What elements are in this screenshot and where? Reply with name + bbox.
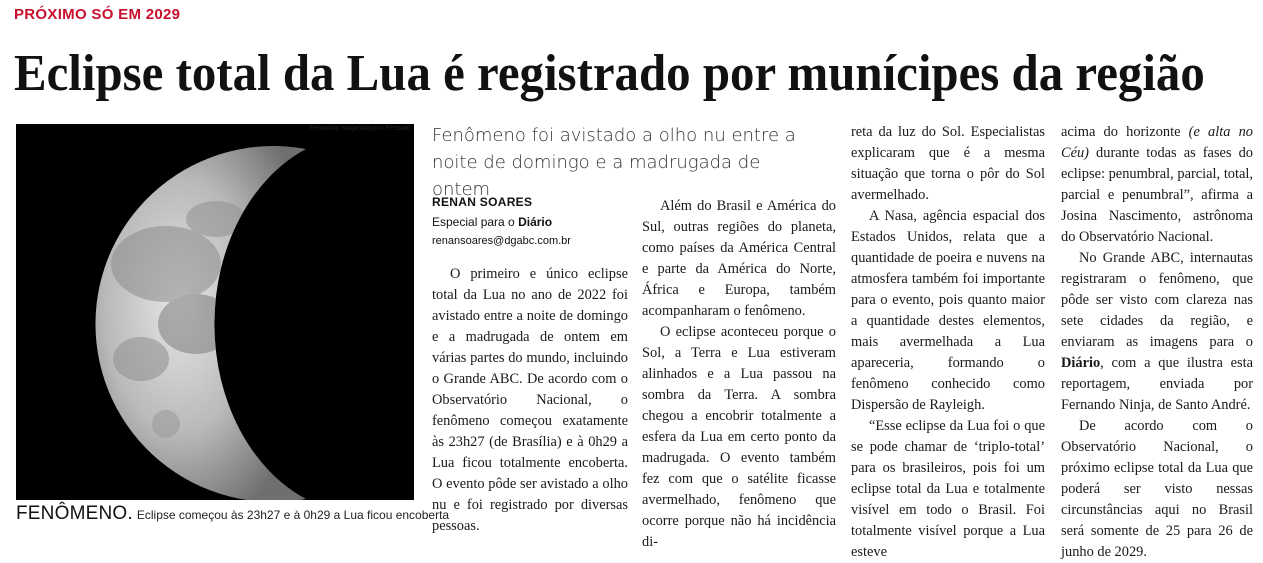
author-name: RENAN SOARES — [432, 195, 533, 209]
paragraph: O eclipse aconteceu porque o Sol, a Terra e Lua estiveram alinhados e a Lua passou na sombra da Terra. A sombra chegou a encobrir totalmente a esfera da Lua em certo ponto da madrugada. O evento também fez com que o satélite ficasse avermelhado, fenômeno que ocorre porque não há incidência di- — [642, 324, 836, 550]
text-run: acima do horizonte — [1061, 124, 1189, 140]
caption-lead: FENÔMENO. — [16, 503, 133, 524]
author-role — [432, 215, 632, 229]
text-run-bold: Diário — [1061, 355, 1101, 371]
paragraph: Além do Brasil e América do Sul, outras regiões do planeta, como países da América Central e parte da América do Norte, África e Europa, também acompanharam o fenômeno. — [642, 198, 836, 319]
text-run: durante todas as fases do eclipse: penumbral, parcial, total, parcial e penumbral”, afirma a Josina Nascimento, astrônoma do Observatório Nacional. — [1061, 145, 1253, 245]
paragraph — [1061, 122, 1253, 248]
kicker: PRÓXIMO SÓ EM 2029 — [14, 6, 181, 23]
paragraph: “Esse eclipse da Lua foi o que se pode chamar de ‘triplo-total’ para os brasileiros, pois foi um eclipse total da Lua e totalmente visível em todo o Brasil. Foi totalmente visível porque a Lua esteve — [851, 418, 1045, 560]
moon-photo — [16, 124, 414, 500]
subheadline: Fenômeno foi avistado a olho nu entre a noite de domingo e a madrugada de ontem — [432, 125, 796, 200]
paragraph: De acordo com o Observatório Nacional, o próximo eclipse total da Lua que poderá ser visto nessas circunstâncias aqui no Brasil será somente de 25 para 26 de junho de 2029. — [1061, 418, 1253, 560]
photo-caption — [16, 503, 450, 525]
role-paper: Diário — [518, 215, 553, 229]
headline: Eclipse total da Lua é registrado por munícipes da região — [14, 45, 1205, 102]
paragraph: reta da luz do Sol. Especialistas explicaram que é a mesma situação que torna o pôr do Sol avermelhado. — [851, 124, 1045, 203]
paragraph: A Nasa, agência espacial dos Estados Unidos, relata que a quantidade de poeira e nuvens na atmosfera também foi importante para o evento, pois quanto maior a quantidade destes elementos, mais avermelhada a Lua apareceria, formando o fenômeno conhecido como Dispersão de Rayleigh. — [851, 208, 1045, 413]
article-column-4 — [1061, 122, 1253, 563]
text-run: , com a que ilustra esta reportagem, enviada por Fernando Ninja, de Santo André. — [1061, 355, 1253, 413]
paragraph: O primeiro e único eclipse total da Lua no ano de 2022 foi avistado entre a noite de domingo e a madrugada de ontem em várias partes do mundo, incluindo o Grande ABC. De acordo com o Observatório Nacional, o fenômeno começou exatamente às 23h27 (de Brasília) e à 0h29 a Lua ficou totalmente encoberta. O evento pôde ser avistado a olho nu e foi registrado por diversas pessoas. — [432, 266, 628, 534]
role-prefix: Especial para o — [432, 215, 515, 229]
caption-text: Eclipse começou às 23h27 e à 0h29 a Lua ficou encoberta — [136, 508, 450, 522]
byline — [432, 195, 632, 247]
author-email[interactable]: renansoares@dgabc.com.br — [432, 235, 571, 247]
paragraph — [1061, 248, 1253, 416]
article-column-2 — [642, 196, 836, 553]
photo-credit: Fernando Ninja/Arquivo Pessoal — [309, 125, 410, 132]
moon-image — [16, 124, 414, 500]
text-run: No Grande ABC, internautas registraram o fenômeno, que pôde ser visto com clareza nas sete cidades da região, e enviaram as imagens para o — [1061, 250, 1253, 350]
article-column-3 — [851, 122, 1045, 563]
text-run-italic: (e alta no Céu) — [1061, 124, 1253, 161]
article-column-1 — [432, 264, 628, 537]
